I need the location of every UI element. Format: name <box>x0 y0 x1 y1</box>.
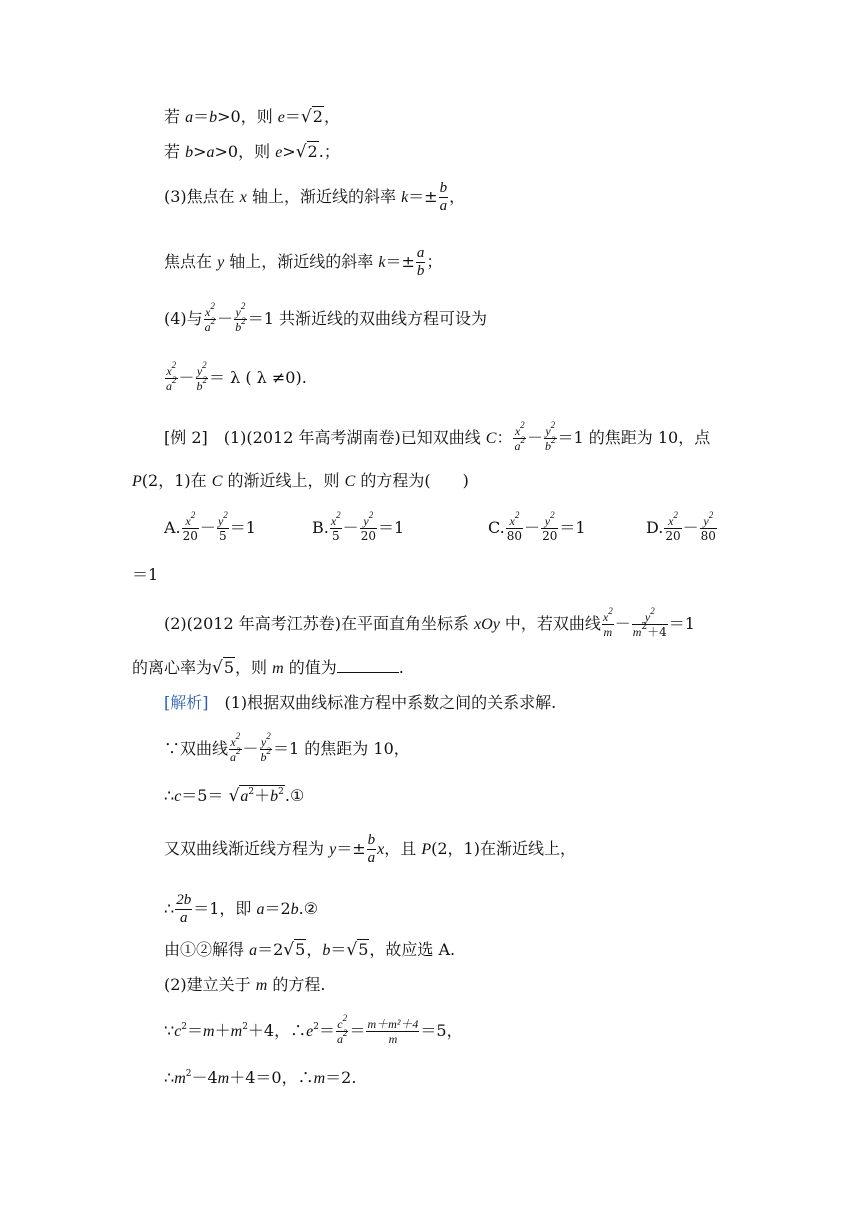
sqrt-expr: $√a^2+b^2$ <box>228 786 284 806</box>
option-c[interactable]: C. $\frac{x^2}{80}$ － $\frac{y^2}{20}$ ＝1 <box>488 510 586 543</box>
option-d-cont: ＝1 <box>132 565 159 584</box>
line-condition-a-eq-b <box>164 107 340 128</box>
option-b[interactable]: B. $\frac{x^2}{5}$ － $\frac{y^2}{20}$ ＝1 <box>312 510 405 543</box>
fraction: $\frac{a}{b}$ <box>416 245 425 279</box>
line-solution-5: 由①②解得 a＝2√5，b＝√5，故应选 A. <box>164 940 456 960</box>
var-e: e <box>277 109 285 126</box>
fraction: $\frac{x^2}{5}$ <box>330 510 341 543</box>
sqrt-expr: √5 <box>346 940 369 960</box>
fraction: $\frac{2b}{a}$ <box>176 892 192 926</box>
fraction: $\frac{x^2}{a^2}$ <box>230 731 241 764</box>
text: 若 <box>164 107 186 126</box>
fraction: $\frac{b}{a}$ <box>439 180 448 214</box>
fraction: $\frac{y^2}{b^2}$ <box>545 420 556 453</box>
fraction: $\frac{y^2}{b^2}$ <box>260 731 272 764</box>
sqrt-expr: √5 <box>212 658 235 678</box>
var-a: a <box>185 109 194 126</box>
sqrt-expr: √2 <box>295 142 318 162</box>
text: 若 <box>164 142 186 161</box>
var-b: b <box>185 144 194 161</box>
sqrt-expr: √5 <box>283 940 306 960</box>
line-solution-8: $\therefore m^2-4m+4=0$，∴m＝2. <box>164 1068 357 1087</box>
fraction: $\frac{y^2}{b^2}$ <box>235 301 246 334</box>
var-a: a <box>206 144 215 161</box>
fraction: $\frac{c^2}{a^2}$ <box>336 1013 348 1046</box>
line-example-2-question-cont: P(2，1)在 C 的渐近线上，则 C 的方程为( ) <box>132 471 469 490</box>
fraction: $\frac{y^2}{5}$ <box>217 510 228 543</box>
line-solution-1: ∵双曲线 $\frac{x^2}{a^2}$ － $\frac{y^2}{b^2}$ ＝1 的焦距为 10， <box>164 731 410 764</box>
analysis-tag: [解析] <box>164 693 209 712</box>
option-a[interactable]: A. $\frac{x^2}{20}$ － $\frac{y^2}{5}$ ＝1 <box>164 510 256 543</box>
line-solution-header: [解析] (1)根据双曲线标准方程中系数之间的关系求解. <box>164 693 557 712</box>
sqrt-expr: √2 <box>300 107 323 127</box>
fraction: $\frac{b}{a}$ <box>367 832 376 866</box>
option-d[interactable]: D. $\frac{x^2}{20}$ － $\frac{y^2}{80}$ <box>646 510 716 543</box>
line-asymptote-x-axis: (3)焦点在 x 轴上，渐近线的斜率 k＝± $\frac{b}{a}$ ， <box>164 180 466 214</box>
text: ， <box>323 107 340 126</box>
line-example-2-part-2: (2)(2012 年高考江苏卷)在平面直角坐标系 xOy 中，若双曲线 $\frac{x^2}{m}$ － $\frac{y^2}{m^2+4}$ ＝1 <box>164 606 695 639</box>
text: ＝ <box>284 107 301 126</box>
line-solution-6: (2)建立关于 m 的方程. <box>164 975 326 994</box>
line-condition-b-gt-a <box>164 142 340 163</box>
text: >0，则 <box>217 107 278 126</box>
var-e: e <box>275 144 283 161</box>
line-solution-4: ∴ $\frac{2b}{a}$ ＝1，即 a＝2b.② <box>164 892 319 926</box>
fraction: $\frac{x^2}{80}$ <box>506 510 523 543</box>
text: ＝ <box>193 107 210 126</box>
text: > <box>282 142 296 161</box>
line-lambda-equation: $\frac{x^2}{a^2}$ － $\frac{y^2}{b^2}$ ＝ λ ( λ ≠0). <box>166 360 307 393</box>
fraction: $\frac{x^2}{a^2}$ <box>204 301 216 334</box>
answer-blank[interactable] <box>337 658 399 673</box>
fraction: $\frac{x^2}{20}$ <box>665 510 681 543</box>
line-solution-2: ∴c＝5＝ $√a^2+b^2.①$ <box>164 786 305 806</box>
fraction: $\frac{x^2}{a^2}$ <box>166 360 177 393</box>
var-b: b <box>209 109 218 126</box>
fraction: $\frac{y^2}{20}$ <box>542 510 558 543</box>
fraction: $\frac{x^2}{a^2}$ <box>514 420 525 453</box>
fraction: $\frac{\text{m＋m²＋4}}{m}$ <box>367 1017 419 1046</box>
text: > <box>193 142 207 161</box>
line-asymptote-y-axis: 焦点在 y 轴上，渐近线的斜率 k＝± $\frac{a}{b}$ ； <box>164 245 443 279</box>
line-solution-7: $\because c^2=m+m^2+4$，$\therefore e^2=$ $\frac{c^2}{a^2}$ ＝ $\frac{\text{m＋m²＋4}}{m}$ ＝5， <box>164 1013 463 1046</box>
text: .； <box>318 142 340 161</box>
fraction: $\frac{x^2}{20}$ <box>182 510 198 543</box>
line-solution-3: 又双曲线渐近线方程为 y＝± $\frac{b}{a}$ x，且 P(2，1)在渐近线上， <box>164 832 576 866</box>
fraction: $\frac{y^2}{m^2+4}$ <box>632 606 667 639</box>
fraction: $\frac{y^2}{b^2}$ <box>196 360 208 393</box>
line-eccentricity-question: 的离心率为√5，则 m 的值为 . <box>132 658 404 678</box>
line-example-2-question: [例 2] (1)(2012 年高考湖南卷)已知双曲线 C： $\frac{x^2}{a^2}$ － $\frac{y^2}{b^2}$ ＝1 的焦距为 10，点 <box>164 420 711 453</box>
fraction: $\frac{y^2}{80}$ <box>700 510 716 543</box>
fraction: $\frac{x^2}{m}$ <box>602 606 613 639</box>
text: >0，则 <box>214 142 276 161</box>
fraction: $\frac{y^2}{20}$ <box>360 510 376 543</box>
line-common-asymptote: (4)与 $\frac{x^2}{a^2}$ － $\frac{y^2}{b^2}$ ＝1 共渐近线的双曲线方程可设为 <box>164 301 487 334</box>
